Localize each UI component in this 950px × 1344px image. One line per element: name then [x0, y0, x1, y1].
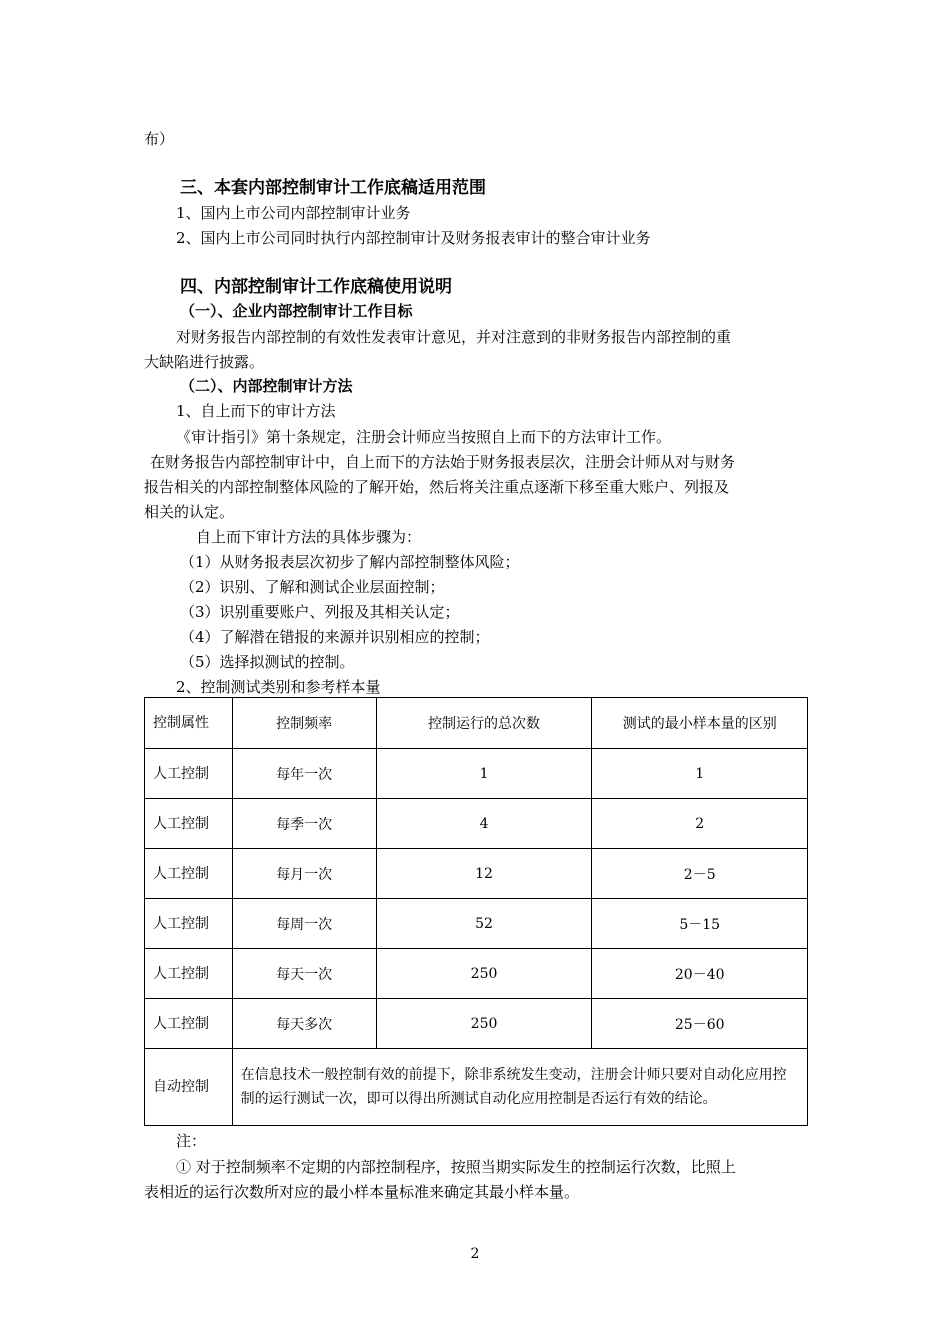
header-total-runs: 控制运行的总次数 [376, 698, 592, 749]
cell-sample: 2－5 [592, 849, 808, 899]
cell-sample: 1 [592, 749, 808, 799]
cell-frequency: 每天多次 [232, 999, 376, 1049]
table-row [145, 799, 808, 849]
cell-total: 12 [376, 849, 592, 899]
cell-attr: 人工控制 [145, 899, 233, 949]
section3-item-1: 1、国内上市公司内部控制审计业务 [176, 204, 411, 222]
cell-attr: 人工控制 [145, 949, 233, 999]
control-test-table [144, 697, 808, 1126]
sub1-paragraph-line1: 对财务报告内部控制的有效性发表审计意见，并对注意到的非财务报告内部控制的重 [176, 328, 732, 346]
sub2-title: （二）、内部控制审计方法 [180, 377, 353, 395]
cell-sample: 5－15 [592, 899, 808, 949]
topdown-paragraph-line2: 报告相关的内部控制整体风险的了解开始，然后将关注重点逐渐下移至重大账户、列报及 [144, 478, 730, 496]
table-header-row [145, 698, 808, 749]
sub1-paragraph-line2: 大缺陷进行披露。 [144, 353, 265, 371]
section3-item-2: 2、国内上市公司同时执行内部控制审计及财务报表审计的整合审计业务 [176, 229, 651, 247]
table-row [145, 949, 808, 999]
header-control-frequency: 控制频率 [232, 698, 376, 749]
cell-total: 4 [376, 799, 592, 849]
section4-title: 四、内部控制审计工作底稿使用说明 [180, 277, 452, 297]
table-row [145, 999, 808, 1049]
cell-sample: 2 [592, 799, 808, 849]
table-row [145, 849, 808, 899]
cell-frequency: 每天一次 [232, 949, 376, 999]
note-line2: 表相近的运行次数所对应的最小样本量标准来确定其最小样本量。 [144, 1183, 580, 1201]
cell-total: 250 [376, 999, 592, 1049]
cell-frequency: 每月一次 [232, 849, 376, 899]
header-control-attribute: 控制属性 [145, 698, 233, 749]
topdown-paragraph-line1: 在财务报告内部控制审计中，自上而下的方法始于财务报表层次，注册会计师从对与财务 [150, 453, 736, 471]
method1-title: 1、自上而下的审计方法 [176, 402, 336, 420]
cell-attr: 人工控制 [145, 999, 233, 1049]
cell-frequency: 每年一次 [232, 749, 376, 799]
cell-total: 250 [376, 949, 592, 999]
cell-sample: 25－60 [592, 999, 808, 1049]
step-3: （3）识别重要账户、列报及其相关认定； [180, 603, 460, 621]
note-line1: ① 对于控制频率不定期的内部控制程序，按照当期实际发生的控制运行次数，比照上 [176, 1158, 736, 1176]
cell-frequency: 每季一次 [232, 799, 376, 849]
header-min-sample: 测试的最小样本量的区别 [592, 698, 808, 749]
cell-total: 52 [376, 899, 592, 949]
method2-title: 2、控制测试类别和参考样本量 [176, 678, 381, 696]
step-5: （5）选择拟测试的控制。 [180, 653, 355, 671]
guideline-text: 《审计指引》第十条规定，注册会计师应当按照自上而下的方法审计工作。 [176, 428, 672, 446]
steps-intro: 自上而下审计方法的具体步骤为： [196, 528, 422, 546]
note-label: 注： [176, 1132, 207, 1150]
topdown-paragraph-line3: 相关的认定。 [144, 503, 235, 521]
step-4: （4）了解潜在错报的来源并识别相应的控制； [180, 628, 490, 646]
cell-total: 1 [376, 749, 592, 799]
table-row [145, 749, 808, 799]
top-fragment: 布） [144, 130, 175, 148]
cell-attr: 人工控制 [145, 799, 233, 849]
table-row [145, 899, 808, 949]
section3-title: 三、本套内部控制审计工作底稿适用范围 [180, 178, 486, 198]
table-row-automated [145, 1049, 808, 1126]
step-2: （2）识别、了解和测试企业层面控制； [180, 578, 445, 596]
step-1: （1）从财务报表层次初步了解内部控制整体风险； [180, 553, 520, 571]
cell-automated-description: 在信息技术一般控制有效的前提下，除非系统发生变动，注册会计师只要对自动化应用控制的运行测试一次，即可以得出所测试自动化应用控制是否运行有效的结论。 [232, 1049, 807, 1126]
sub1-title: （一）、企业内部控制审计工作目标 [180, 302, 413, 320]
cell-attr: 人工控制 [145, 849, 233, 899]
page-number: 2 [470, 1246, 480, 1262]
cell-frequency: 每周一次 [232, 899, 376, 949]
cell-attr: 自动控制 [145, 1049, 233, 1126]
cell-attr: 人工控制 [145, 749, 233, 799]
cell-sample: 20－40 [592, 949, 808, 999]
